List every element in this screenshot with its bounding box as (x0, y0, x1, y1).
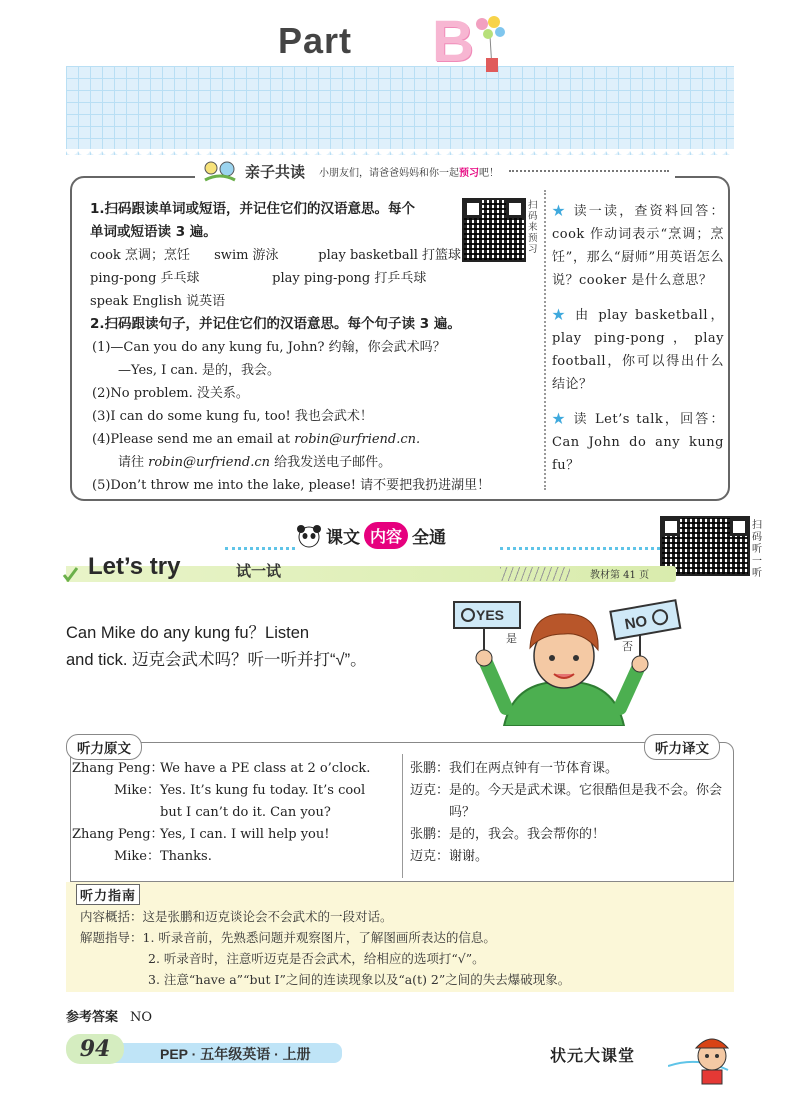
vocab-item: play ping-pong 打乒乓球 (272, 271, 427, 286)
balloons-icon (470, 14, 510, 74)
section-title-b: 内容 (364, 522, 408, 549)
sentence: 请往 robin@urfriend.cn 给我发送电子邮件。 (118, 455, 392, 470)
hatch-decoration (500, 567, 570, 581)
textbook-page-ref: 教材第 41 页 (590, 570, 650, 581)
part-header (66, 66, 734, 158)
dialog-line: 张鹏： 我们在两点钟有一节体育课。 (410, 761, 619, 776)
question-text (66, 620, 367, 674)
dotted-rule (509, 170, 669, 172)
listening-guide-body (80, 906, 570, 990)
family-reading-icon (201, 160, 239, 182)
dialog-line: Zhang Peng： Yes, I can. I will help you! (72, 827, 330, 842)
star-icon: ★ (552, 204, 568, 219)
vocab-item: play basketball 打篮球 (318, 248, 462, 263)
dialog-line: Mike： Yes. It’s kung fu today. It’s cool (113, 783, 366, 798)
listening-translation-title: 听力译文 (644, 734, 720, 760)
dialog-line: 迈克： 谢谢。 (410, 849, 489, 864)
listening-guide-title: 听力指南 (76, 884, 140, 905)
listening-original-title: 听力原文 (66, 734, 142, 760)
parent-child-subtitle: 小朋友们，请爸爸妈妈和你一起预习吧！ (319, 167, 500, 179)
side-note: ★ 读一读，查资料回答：cook 作动词表示“烹调；烹饪”，那么“厨师”用英语怎么说？cooker 是什么意思？ (552, 204, 724, 288)
qr-caption: 扫码来预习 (528, 200, 538, 255)
sentence: (2)No problem. 没关系。 (92, 386, 249, 401)
question-line: and tick. 迈克会武术吗？听一听并打“√”。 (66, 651, 367, 669)
dialog-line: but I can’t do it. Can you? (160, 805, 331, 820)
mascot-icon (668, 1026, 740, 1086)
guide-tip: 3. 注意“have a”“but I”之间的连读现象以及“a(t) 2”之间的失去爆破现象。 (148, 972, 571, 987)
section-title-c: 全通 (412, 528, 447, 547)
sentence: (4)Please send me an email at robin@urfriend.cn. (92, 432, 421, 447)
item1-heading: 1.扫码跟读单词或短语，并记住它们的汉语意思。每个 (90, 201, 416, 217)
item2-heading: 2.扫码跟读句子，并记住它们的汉语意思。每个句子读 3 遍。 (90, 316, 461, 332)
answer-value: NO (130, 1010, 153, 1025)
vocab-row (90, 290, 530, 313)
sentence: —Yes, I can. 是的，我会。 (118, 363, 281, 378)
qr-caption: 扫码听一听 (752, 520, 762, 579)
section-title-a: 课文 (326, 528, 360, 547)
side-note: ★ 读 Let’s talk，回答：Can John do any kung fu？ (552, 412, 724, 473)
dialog-line: Mike： Thanks. (113, 849, 212, 864)
vocab-row (90, 267, 530, 290)
lets-try-title: Let’s try (88, 553, 181, 580)
parent-child-tag (195, 158, 675, 184)
email-address: robin@urfriend.cn. (294, 432, 421, 447)
dotted-rule (500, 547, 660, 550)
answer-label: 参考答案 (66, 1010, 119, 1025)
guide-tip: 解题指导：1. 听录音前，先熟悉问题并观察图片，了解图画所表达的信息。 (80, 930, 496, 945)
dialog-line: Zhang Peng： We have a PE class at 2 o’clock. (72, 761, 371, 776)
star-icon: ★ (552, 412, 568, 427)
book-title: PEP · 五年级英语 · 上册 (160, 1046, 311, 1062)
part-letter: B (432, 9, 474, 74)
qr-code-preview[interactable] (462, 198, 526, 262)
item1-heading-cont: 单词或短语读 3 遍。 (90, 224, 217, 240)
sentence: (5)Don’t throw me into the lake, please! 请不要把我扔进湖里！ (92, 478, 491, 493)
side-notes (552, 200, 724, 489)
boy-with-signs-illustration (444, 598, 684, 726)
dialog-line: 迈克： 是的。今天是武术课。它很酷但是我不会。你会吗？ (410, 783, 723, 820)
sign-yes: YES (476, 607, 505, 623)
vocab-item: speak English 说英语 (90, 294, 226, 309)
vocab-item: swim 游泳 (214, 248, 279, 263)
parent-child-title: 亲子共读 (245, 163, 306, 181)
part-title: Part (278, 20, 353, 61)
page-number: 94 (66, 1034, 124, 1064)
vocab-item: ping-pong 乒乓球 (90, 271, 200, 286)
side-note: ★ 由 play basketball，play ping-pong，play football，你可以得出什么结论？ (552, 308, 724, 392)
brand-name: 状元大课堂 (550, 1048, 636, 1065)
listening-divider (402, 754, 403, 878)
dotted-rule (225, 547, 295, 550)
vocab-item: cook 烹调；烹饪 (90, 248, 190, 263)
dialog-chinese (410, 758, 730, 868)
dialog-english (72, 758, 400, 868)
guide-tip: 2. 听录音时，注意听迈克是否会武术，给相应的选项打“√”。 (148, 951, 485, 966)
sign-yes-cn: 是 (506, 632, 517, 645)
star-icon: ★ (552, 308, 569, 323)
email-address: robin@urfriend.cn (148, 455, 270, 470)
panda-icon (296, 524, 322, 548)
section-banner (296, 522, 446, 549)
reference-answer (66, 1006, 152, 1025)
column-divider (544, 190, 546, 490)
check-icon (62, 566, 78, 582)
sentence: (1)—Can you do any kung fu, John? 约翰，你会武术吗？ (92, 340, 446, 355)
sign-no-cn: 否 (622, 640, 633, 653)
sign-no: NO (623, 612, 649, 634)
question-line: Can Mike do any kung fu？Listen (66, 624, 310, 642)
lets-try-cn: 试一试 (236, 562, 282, 580)
guide-summary: 内容概括：这是张鹏和迈克谈论会不会武术的一段对话。 (80, 909, 393, 924)
sentence: (3)I can do some kung fu, too! 我也会武术！ (92, 409, 373, 424)
dialog-line: 张鹏： 是的，我会。我会帮你的！ (410, 827, 606, 842)
